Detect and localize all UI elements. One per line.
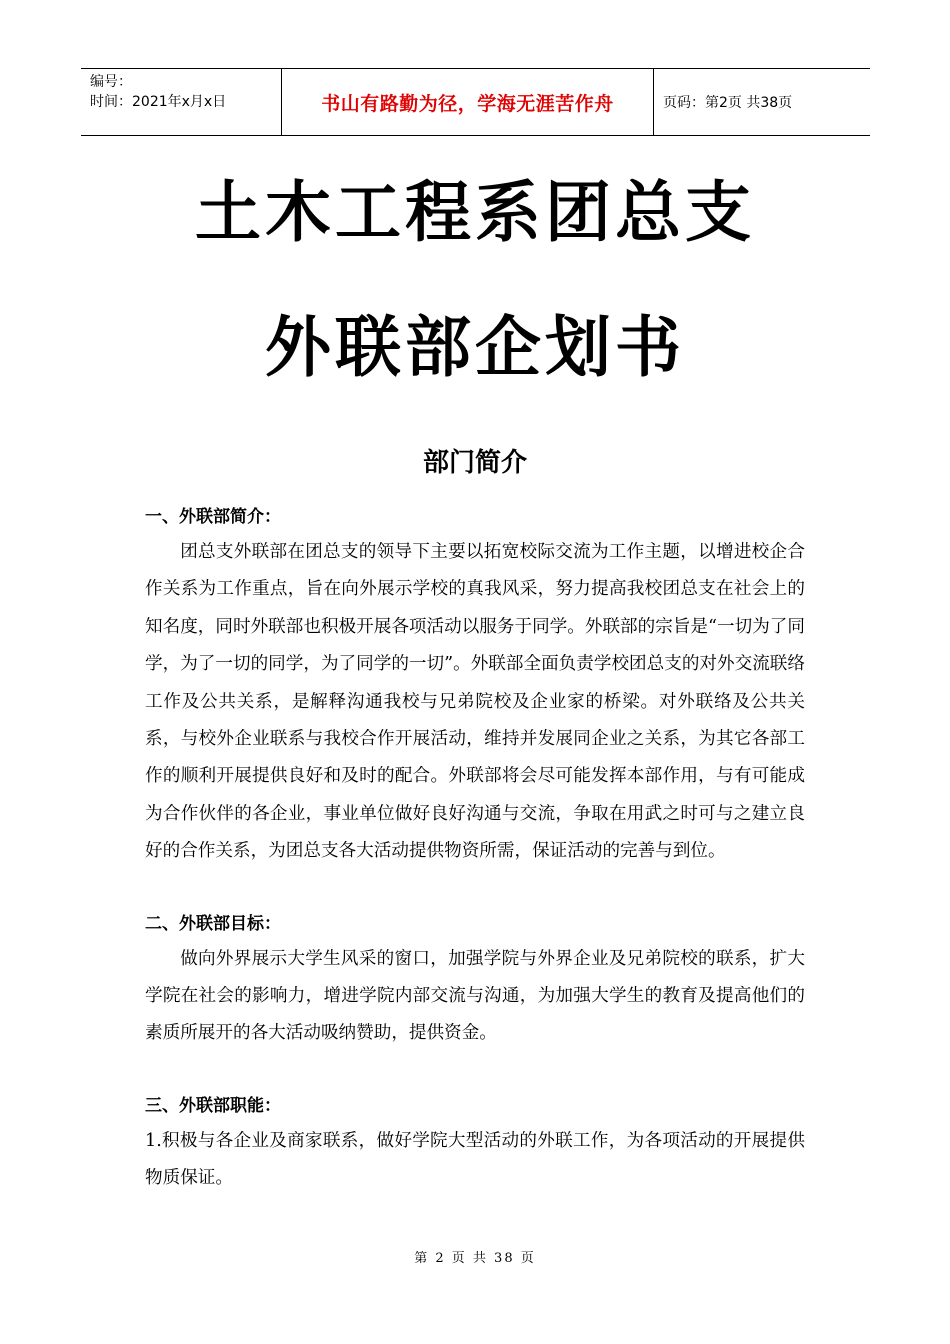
section-3-heading: 三、外联部职能： [145, 1095, 281, 1116]
section-2-text: 做向外界展示大学生风采的窗口，加强学院与外界企业及兄弟院校的联系，扩大学院在社会的影响力，增进学院内部交流与沟通，为加强大学生的教育及提高他们的素质所展开的各大活动吸纳赞助，提供资金。 [145, 948, 805, 1044]
header-number-label: 编号： [90, 74, 132, 90]
section-1-text: 团总支外联部在团总支的领导下主要以拓宽校际交流为工作主题，以增进校企合作关系为工作重点，旨在向外展示学校的真我风采，努力提高我校团总支在社会上的知名度，同时外联部也积极开展各项活动以服务于同学。外联部的宗旨是“一切为了同学，为了一切的同学，为了同学的一切”。外联部全面负责学校团总支的对外交流联络工作及公共关系，是解释沟通我校与兄弟院校及企业家的桥梁。对外联络及公共关系，与校外企业联系与我校合作开展活动，维持并发展同企业之关系，为其它各部工作的顺利开展提供良好和及时的配合。外联部将会尽可能发挥本部作用，与有可能成为合作伙伴的各企业，事业单位做好良好沟通与交流，争取在用武之时可与之建立良好的合作关系，为团总支各大活动提供物资所需，保证活动的完善与到位。 [145, 542, 805, 862]
document-body [145, 500, 805, 1198]
section-heading: 部门简介 [422, 448, 527, 478]
section-3-text: 1.积极与各企业及商家联系，做好学院大型活动的外联工作，为各项活动的开展提供物质保证。 [145, 1130, 805, 1189]
header-meta-cell [81, 69, 282, 135]
header-page-info: 页码：第2页 共38页 [663, 95, 793, 111]
header-table [81, 68, 870, 136]
document-title-line2: 外联部企划书 [265, 309, 685, 386]
header-time-label: 时间：2021年x月x日 [90, 94, 227, 110]
page-footer: 第 2 页 共 38 页 [414, 1251, 536, 1266]
header-motto: 书山有路勤为径，学海无涯苦作舟 [282, 69, 654, 135]
section-1-heading: 一、外联部简介： [145, 507, 281, 527]
section-2-heading: 二、外联部目标： [145, 913, 281, 934]
document-title-line1: 土木工程系团总支 [195, 174, 755, 251]
